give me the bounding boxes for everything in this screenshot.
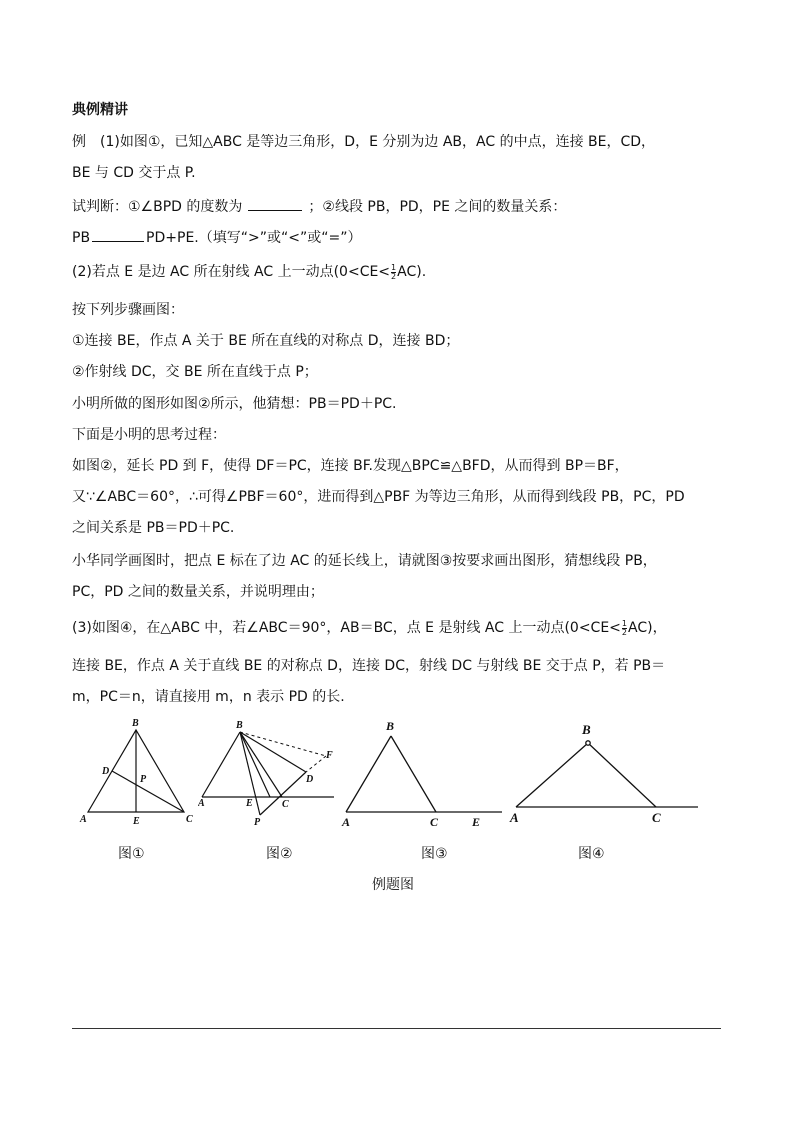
fig1-label-d: D (102, 766, 110, 777)
problem-line-15: PC，PD 之间的数量关系，并说明理由； (72, 584, 324, 600)
problem-line-4 (72, 227, 732, 248)
fig2-label-d: D (306, 774, 314, 785)
problem-line-18: m，PC＝n，请直接用 m，n 表示 PD 的长. (72, 689, 345, 705)
problem-line-17: 连接 BE，作点 A 关于直线 BE 的对称点 D，连接 DC，射线 DC 与射线 BE 交于点 P，若 PB＝ (72, 658, 666, 674)
fraction-half-2: $\frac{1}{2}$ (621, 618, 627, 637)
fig4-label-b: B (582, 722, 591, 737)
problem-line-13: 之间关系是 PB＝PD＋PC. (72, 520, 235, 536)
fig4-label-c: C (652, 810, 661, 825)
figure-3 (338, 716, 508, 831)
figure-2 (198, 716, 338, 831)
fig3-label-c: C (430, 815, 439, 829)
answer-blank-angle[interactable] (248, 196, 302, 211)
problem-line-11: 如图②，延长 PD 到 F，使得 DF＝PC，连接 BF.发现△BPC≌△BFD，从而得到 BP＝BF， (72, 458, 629, 474)
problem-line-16 (72, 618, 732, 638)
part-2-intro: (2)若点 E 是边 AC 所在射线 AC 上一动点(0<CE< (72, 264, 391, 280)
question-2-text: ；②线段 PB，PD，PE 之间的数量关系： (308, 199, 567, 215)
problem-line-3 (72, 196, 732, 217)
fig2-label-f: F (326, 750, 333, 761)
figure-4 (508, 716, 700, 831)
problem-line-8: ②作射线 DC，交 BE 所在直线于点 P； (72, 364, 318, 380)
problem-line-5 (72, 262, 732, 282)
figure-1-caption: 图① (118, 846, 145, 862)
figure-1 (78, 716, 198, 831)
fig2-label-e: E (246, 798, 253, 809)
part-2-intro-end: AC). (397, 264, 427, 280)
fig3-label-b: B (386, 719, 395, 733)
footer-separator (72, 1028, 721, 1029)
fig3-label-e: E (472, 815, 481, 829)
figures-caption: 例题图 (372, 877, 414, 893)
problem-line-7: ①连接 BE，作点 A 关于 BE 所在直线的对称点 D，连接 BD； (72, 333, 460, 349)
section-heading: 典例精讲 (72, 102, 128, 118)
fig1-label-e: E (133, 816, 140, 827)
fraction-half: $\frac{1}{2}$ (391, 262, 397, 281)
fig2-label-a: A (198, 798, 205, 809)
figure-2-caption: 图② (266, 846, 293, 862)
figure-3-caption: 图③ (421, 846, 448, 862)
problem-line-14: 小华同学画图时，把点 E 标在了边 AC 的延长线上，请就图③按要求画出图形，猜想线段 PB， (72, 553, 657, 569)
problem-line-2: BE 与 CD 交于点 P. (72, 165, 196, 181)
problem-line-6: 按下列步骤画图： (72, 302, 184, 318)
fig2-label-b: B (236, 720, 243, 731)
fig2-label-c: C (282, 799, 289, 810)
fig1-label-p: P (140, 774, 147, 785)
part-3-intro: (3)如图④，在△ABC 中，若∠ABC＝90°，AB＝BC，点 E 是射线 AC 上一动点(0<CE< (72, 620, 621, 636)
fig4-label-a: A (510, 810, 519, 825)
figures-row (72, 716, 732, 836)
fig1-label-a: A (80, 814, 87, 825)
problem-line-1: 例 (1)如图①，已知△ABC 是等边三角形，D，E 分别为边 AB，AC 的中点，连接 BE，CD， (72, 134, 656, 150)
problem-line-10: 下面是小明的思考过程： (72, 427, 226, 443)
fig3-label-a: A (342, 815, 351, 829)
part-3-intro-end: AC)， (628, 620, 667, 636)
relation-right: PD+PE.（填写“>”或“<”或“=”） (146, 230, 362, 246)
figure-4-caption: 图④ (578, 846, 605, 862)
question-1-text: 试判断：①∠BPD 的度数为 (72, 199, 243, 215)
problem-line-12: 又∵∠ABC＝60°，∴可得∠PBF＝60°，进而得到△PBF 为等边三角形，从而得到线段 PB，PC，PD (72, 489, 685, 505)
problem-line-9: 小明所做的图形如图②所示，他猜想：PB＝PD＋PC. (72, 396, 397, 412)
fig2-label-p: P (254, 817, 261, 828)
answer-blank-relation[interactable] (92, 227, 144, 242)
fig1-label-b: B (132, 718, 139, 729)
relation-left: PB (72, 230, 91, 246)
fig1-label-c: C (186, 814, 193, 825)
